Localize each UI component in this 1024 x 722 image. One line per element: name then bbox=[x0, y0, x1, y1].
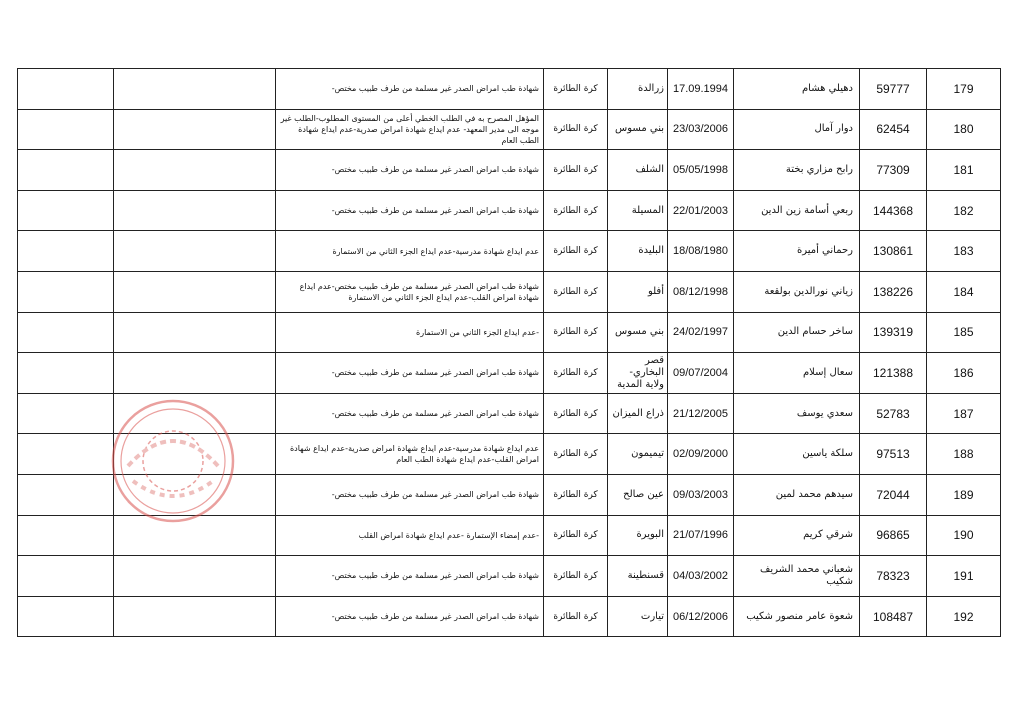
birthdate-text: 08/12/1998 bbox=[672, 285, 729, 298]
birthdate-cell bbox=[668, 434, 734, 475]
registration-number-cell bbox=[860, 231, 927, 272]
birthplace-cell bbox=[608, 394, 668, 435]
sport-cell bbox=[544, 272, 608, 313]
name-text: رحماني أميرة bbox=[796, 245, 853, 257]
birthdate-cell bbox=[668, 110, 734, 151]
row-number-cell bbox=[927, 110, 1001, 151]
birthplace-cell bbox=[608, 69, 668, 110]
birthdate-cell bbox=[668, 191, 734, 232]
empty-cell-2 bbox=[114, 150, 276, 191]
name-cell bbox=[734, 434, 860, 475]
birthplace-text: تيميمون bbox=[631, 448, 664, 460]
name-text: زياني نورالدين بولقعة bbox=[764, 285, 853, 297]
sport-text: كرة الطائرة bbox=[553, 164, 598, 175]
row-number-cell bbox=[927, 394, 1001, 435]
remark-cell bbox=[276, 191, 544, 232]
table-row bbox=[18, 272, 1001, 313]
registration-number-cell bbox=[860, 272, 927, 313]
sport-text: كرة الطائرة bbox=[553, 327, 598, 338]
birthplace-text: قصر البخاري- ولاية المدية bbox=[617, 354, 664, 390]
registration-number-text: 97513 bbox=[876, 447, 910, 462]
sport-cell bbox=[544, 231, 608, 272]
sport-text: كرة الطائرة bbox=[553, 408, 598, 419]
sport-cell bbox=[544, 110, 608, 151]
empty-cell-1 bbox=[18, 556, 114, 597]
empty-cell-1 bbox=[18, 394, 114, 435]
remark-text: شهادة طب امراض الصدر غير مسلمة من طرف طبيب مختص- bbox=[331, 409, 539, 419]
registration-number-text: 62454 bbox=[876, 122, 910, 137]
empty-cell-2 bbox=[114, 313, 276, 354]
birthplace-text: بني مسوس bbox=[615, 123, 664, 135]
registration-number-cell bbox=[860, 475, 927, 516]
remark-text: شهادة طب امراض الصدر غير مسلمة من طرف طبيب مختص- bbox=[331, 206, 539, 216]
table-row bbox=[18, 313, 1001, 354]
table-row bbox=[18, 191, 1001, 232]
sport-text: كرة الطائرة bbox=[553, 286, 598, 297]
name-text: دوار آمال bbox=[814, 123, 853, 135]
name-cell bbox=[734, 231, 860, 272]
row-number-text: 192 bbox=[953, 609, 974, 624]
remark-cell bbox=[276, 353, 544, 394]
name-cell bbox=[734, 191, 860, 232]
birthplace-text: تيارت bbox=[640, 610, 664, 622]
registration-number-text: 52783 bbox=[876, 406, 910, 421]
sport-cell bbox=[544, 353, 608, 394]
sport-text: كرة الطائرة bbox=[553, 611, 598, 622]
table-row bbox=[18, 556, 1001, 597]
birthplace-cell bbox=[608, 231, 668, 272]
empty-cell-2 bbox=[114, 191, 276, 232]
name-cell bbox=[734, 313, 860, 354]
birthdate-text: 21/12/2005 bbox=[672, 407, 729, 420]
birthdate-text: 02/09/2000 bbox=[672, 448, 729, 461]
name-cell bbox=[734, 110, 860, 151]
sport-text: كرة الطائرة bbox=[553, 83, 598, 94]
birthplace-text: البليدة bbox=[638, 245, 664, 257]
sport-cell bbox=[544, 556, 608, 597]
name-cell bbox=[734, 556, 860, 597]
row-number-cell bbox=[927, 313, 1001, 354]
remark-cell bbox=[276, 69, 544, 110]
remark-cell bbox=[276, 475, 544, 516]
remark-text: عدم ايداع شهادة مدرسية-عدم ايداع الجزء الثاني من الاستمارة bbox=[332, 246, 539, 256]
birthplace-cell bbox=[608, 475, 668, 516]
registration-number-text: 121388 bbox=[872, 365, 914, 380]
sport-cell bbox=[544, 475, 608, 516]
birthplace-cell bbox=[608, 434, 668, 475]
row-number-cell bbox=[927, 353, 1001, 394]
empty-cell-2 bbox=[114, 110, 276, 151]
registration-number-text: 139319 bbox=[872, 325, 914, 340]
empty-cell-1 bbox=[18, 110, 114, 151]
sport-text: كرة الطائرة bbox=[553, 124, 598, 135]
registration-number-text: 77309 bbox=[876, 162, 910, 177]
row-number-cell bbox=[927, 191, 1001, 232]
birthdate-text: 21/07/1996 bbox=[672, 529, 729, 542]
empty-cell-1 bbox=[18, 434, 114, 475]
row-number-text: 191 bbox=[953, 568, 974, 583]
table-row bbox=[18, 110, 1001, 151]
birthplace-text: الشلف bbox=[635, 163, 664, 175]
birthplace-text: بني مسوس bbox=[615, 326, 664, 338]
remark-text: شهادة طب امراض الصدر غير مسلمة من طرف طبيب مختص- bbox=[331, 368, 539, 378]
name-cell bbox=[734, 69, 860, 110]
row-number-cell bbox=[927, 231, 1001, 272]
table-row bbox=[18, 150, 1001, 191]
sport-cell bbox=[544, 69, 608, 110]
sport-cell bbox=[544, 394, 608, 435]
row-number-cell bbox=[927, 150, 1001, 191]
birthplace-text: ذراع الميزان bbox=[612, 407, 664, 419]
table-row bbox=[18, 231, 1001, 272]
birthdate-text: 05/05/1998 bbox=[672, 163, 729, 176]
sport-text: كرة الطائرة bbox=[553, 570, 598, 581]
remark-text: شهادة طب امراض الصدر غير مسلمة من طرف طبيب مختص- bbox=[331, 571, 539, 581]
sport-cell bbox=[544, 597, 608, 638]
sport-text: كرة الطائرة bbox=[553, 205, 598, 216]
row-number-cell bbox=[927, 597, 1001, 638]
birthdate-text: 09/03/2003 bbox=[672, 488, 729, 501]
name-text: شرقي كريم bbox=[803, 529, 853, 541]
official-seal-icon bbox=[108, 396, 238, 526]
birthdate-cell bbox=[668, 313, 734, 354]
birthdate-cell bbox=[668, 231, 734, 272]
birthdate-text: 18/08/1980 bbox=[672, 245, 729, 258]
name-text: رابح مزاري بختة bbox=[785, 163, 853, 175]
empty-cell-1 bbox=[18, 191, 114, 232]
registration-number-text: 144368 bbox=[872, 203, 914, 218]
name-cell bbox=[734, 272, 860, 313]
birthdate-cell bbox=[668, 556, 734, 597]
sport-text: كرة الطائرة bbox=[553, 367, 598, 378]
registration-number-cell bbox=[860, 110, 927, 151]
remark-text: -عدم إمضاء الإستمارة -عدم ايداع شهادة امراض القلب bbox=[358, 530, 539, 540]
remark-text: عدم ايداع شهادة مدرسية-عدم ايداع شهادة امراض صدرية-عدم ايداع شهادة امراض القلب-عدم ايداع شهادة الطب العام bbox=[289, 444, 539, 465]
remark-text: -عدم ايداع الجزء الثاني من الاستمارة bbox=[416, 327, 539, 337]
birthplace-cell bbox=[608, 313, 668, 354]
registration-number-cell bbox=[860, 191, 927, 232]
birthdate-text: 04/03/2002 bbox=[672, 569, 729, 582]
row-number-text: 190 bbox=[953, 528, 974, 543]
birthplace-text: أفلو bbox=[647, 285, 664, 297]
remark-cell bbox=[276, 110, 544, 151]
row-number-text: 185 bbox=[953, 325, 974, 340]
name-cell bbox=[734, 150, 860, 191]
sport-text: كرة الطائرة bbox=[553, 530, 598, 541]
sport-cell bbox=[544, 191, 608, 232]
name-cell bbox=[734, 394, 860, 435]
remark-text: شهادة طب امراض الصدر غير مسلمة من طرف طبيب مختص- bbox=[331, 84, 539, 94]
birthdate-cell bbox=[668, 394, 734, 435]
empty-cell-1 bbox=[18, 516, 114, 557]
name-text: شعوة عامر منصور شكيب bbox=[746, 610, 853, 622]
remark-cell bbox=[276, 597, 544, 638]
birthplace-cell bbox=[608, 516, 668, 557]
birthplace-cell bbox=[608, 191, 668, 232]
row-number-text: 186 bbox=[953, 365, 974, 380]
name-cell bbox=[734, 516, 860, 557]
row-number-cell bbox=[927, 516, 1001, 557]
registration-number-cell bbox=[860, 394, 927, 435]
table-row bbox=[18, 353, 1001, 394]
name-cell bbox=[734, 475, 860, 516]
remark-cell bbox=[276, 394, 544, 435]
birthplace-cell bbox=[608, 597, 668, 638]
registration-number-cell bbox=[860, 516, 927, 557]
birthplace-text: المسيلة bbox=[631, 204, 664, 216]
birthplace-cell bbox=[608, 272, 668, 313]
empty-cell-2 bbox=[114, 353, 276, 394]
candidates-table bbox=[17, 68, 1001, 637]
row-number-text: 184 bbox=[953, 284, 974, 299]
registration-number-cell bbox=[860, 556, 927, 597]
empty-cell-2 bbox=[114, 272, 276, 313]
remark-cell bbox=[276, 556, 544, 597]
remark-cell bbox=[276, 434, 544, 475]
registration-number-text: 72044 bbox=[876, 487, 910, 502]
name-cell bbox=[734, 353, 860, 394]
birthdate-text: 09/07/2004 bbox=[672, 366, 729, 379]
birthdate-text: 22/01/2003 bbox=[672, 204, 729, 217]
empty-cell-1 bbox=[18, 353, 114, 394]
row-number-text: 180 bbox=[953, 122, 974, 137]
birthplace-cell bbox=[608, 353, 668, 394]
registration-number-text: 130861 bbox=[872, 244, 914, 259]
birthdate-cell bbox=[668, 353, 734, 394]
registration-number-cell bbox=[860, 353, 927, 394]
row-number-text: 183 bbox=[953, 244, 974, 259]
name-text: سلكة ياسين bbox=[802, 448, 853, 460]
row-number-text: 179 bbox=[953, 81, 974, 96]
birthplace-cell bbox=[608, 110, 668, 151]
empty-cell-1 bbox=[18, 231, 114, 272]
empty-cell-2 bbox=[114, 597, 276, 638]
name-text: سيدهم محمد لمين bbox=[775, 488, 853, 500]
sport-cell bbox=[544, 150, 608, 191]
empty-cell-1 bbox=[18, 475, 114, 516]
registration-number-cell bbox=[860, 434, 927, 475]
name-text: ربعي أسامة زين الدين bbox=[761, 204, 853, 216]
empty-cell-2 bbox=[114, 231, 276, 272]
registration-number-cell bbox=[860, 597, 927, 638]
name-text: ساخر حسام الدين bbox=[777, 326, 853, 338]
birthdate-text: 06/12/2006 bbox=[672, 610, 729, 623]
row-number-text: 187 bbox=[953, 406, 974, 421]
birthplace-cell bbox=[608, 556, 668, 597]
row-number-cell bbox=[927, 475, 1001, 516]
row-number-cell bbox=[927, 556, 1001, 597]
row-number-cell bbox=[927, 434, 1001, 475]
name-text: دهيلي هشام bbox=[801, 82, 853, 94]
empty-cell-2 bbox=[114, 69, 276, 110]
remark-cell bbox=[276, 231, 544, 272]
empty-cell-1 bbox=[18, 597, 114, 638]
registration-number-text: 108487 bbox=[872, 609, 914, 624]
remark-text: شهادة طب امراض الصدر غير مسلمة من طرف طبيب مختص- bbox=[331, 612, 539, 622]
empty-cell-2 bbox=[114, 556, 276, 597]
row-number-text: 181 bbox=[953, 162, 974, 177]
name-text: سعدي يوسف bbox=[796, 407, 853, 419]
empty-cell-1 bbox=[18, 272, 114, 313]
remark-cell bbox=[276, 150, 544, 191]
row-number-cell bbox=[927, 69, 1001, 110]
table-row bbox=[18, 597, 1001, 638]
birthdate-text: 17.09.1994 bbox=[672, 82, 729, 95]
table-row bbox=[18, 69, 1001, 110]
birthplace-text: زرالدة bbox=[638, 82, 664, 94]
birthplace-cell bbox=[608, 150, 668, 191]
birthdate-cell bbox=[668, 272, 734, 313]
sport-text: كرة الطائرة bbox=[553, 449, 598, 460]
empty-cell-1 bbox=[18, 150, 114, 191]
empty-cell-1 bbox=[18, 69, 114, 110]
birthdate-text: 23/03/2006 bbox=[672, 123, 729, 136]
sport-cell bbox=[544, 313, 608, 354]
birthdate-cell bbox=[668, 69, 734, 110]
sport-cell bbox=[544, 434, 608, 475]
remark-text: المؤهل المصرح به في الطلب الخطي أعلى من المستوى المطلوب-الطلب غير موجه الى مدير المعهد- عدم ايداع شهادة امراض صدرية-عدم ايداع شهادة الطب العام bbox=[280, 113, 539, 145]
row-number-cell bbox=[927, 272, 1001, 313]
remark-text: شهادة طب امراض الصدر غير مسلمة من طرف طبيب مختص- bbox=[331, 165, 539, 175]
name-cell bbox=[734, 597, 860, 638]
registration-number-text: 138226 bbox=[872, 284, 914, 299]
row-number-text: 182 bbox=[953, 203, 974, 218]
birthplace-text: البويرة bbox=[636, 529, 664, 541]
remark-cell bbox=[276, 272, 544, 313]
remark-cell bbox=[276, 313, 544, 354]
name-text: شعباني محمد الشريف شكيب bbox=[760, 563, 853, 587]
birthdate-cell bbox=[668, 150, 734, 191]
birthdate-cell bbox=[668, 475, 734, 516]
empty-cell-1 bbox=[18, 313, 114, 354]
registration-number-cell bbox=[860, 150, 927, 191]
registration-number-text: 78323 bbox=[876, 568, 910, 583]
row-number-text: 189 bbox=[953, 487, 974, 502]
sport-text: كرة الطائرة bbox=[553, 246, 598, 257]
row-number-text: 188 bbox=[953, 447, 974, 462]
birthplace-text: عين صالح bbox=[623, 488, 664, 500]
birthplace-text: قسنطينة bbox=[627, 569, 664, 581]
registration-number-cell bbox=[860, 69, 927, 110]
sport-text: كرة الطائرة bbox=[553, 489, 598, 500]
remark-cell bbox=[276, 516, 544, 557]
registration-number-cell bbox=[860, 313, 927, 354]
remark-text: شهادة طب امراض الصدر غير مسلمة من طرف طبيب مختص- bbox=[331, 490, 539, 500]
registration-number-text: 59777 bbox=[876, 81, 910, 96]
registration-number-text: 96865 bbox=[876, 528, 910, 543]
birthdate-cell bbox=[668, 597, 734, 638]
remark-text: شهادة طب امراض الصدر غير مسلمة من طرف طبيب مختص-عدم ايداع شهادة امراض القلب-عدم ايداع الجزء الثاني من الاستمارة bbox=[299, 281, 539, 302]
birthdate-cell bbox=[668, 516, 734, 557]
name-text: سعال إسلام bbox=[802, 366, 853, 378]
sport-cell bbox=[544, 516, 608, 557]
birthdate-text: 24/02/1997 bbox=[672, 326, 729, 339]
